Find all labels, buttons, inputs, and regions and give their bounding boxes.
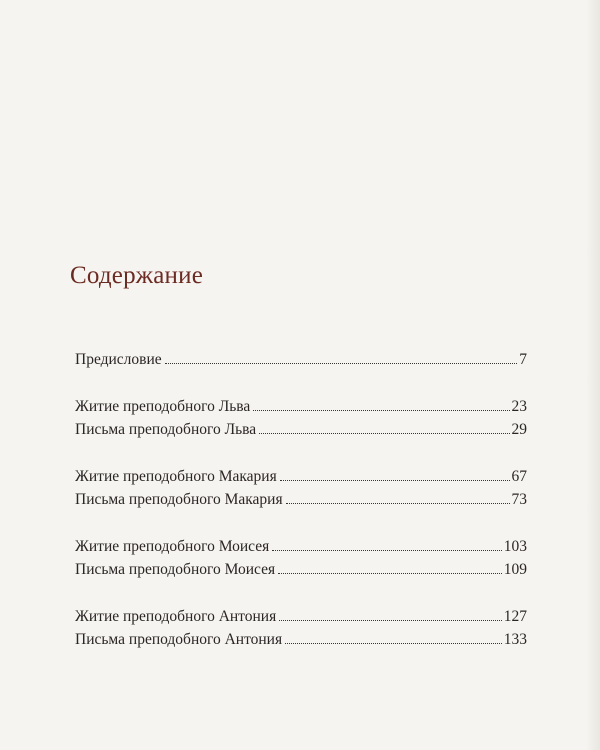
table-of-contents bbox=[75, 348, 527, 675]
toc-entry-page: 103 bbox=[503, 538, 527, 555]
toc-group-makariy bbox=[75, 465, 527, 511]
dot-leader bbox=[278, 573, 502, 574]
toc-entry[interactable] bbox=[75, 488, 527, 511]
dot-leader bbox=[253, 410, 509, 411]
toc-heading: Содержание bbox=[70, 262, 203, 289]
toc-entry[interactable] bbox=[75, 395, 527, 418]
toc-entry-page: 7 bbox=[519, 351, 527, 368]
toc-entry-title: Житие преподобного Моисея bbox=[75, 538, 270, 555]
toc-group-moisey bbox=[75, 535, 527, 581]
toc-entry[interactable] bbox=[75, 418, 527, 441]
toc-entry-page: 109 bbox=[503, 561, 527, 578]
dot-leader bbox=[280, 480, 510, 481]
toc-entry-page: 127 bbox=[503, 608, 527, 625]
toc-entry-page: 73 bbox=[511, 491, 527, 508]
dot-leader bbox=[259, 433, 509, 434]
toc-entry-page: 23 bbox=[511, 398, 527, 415]
page-edge-shadow bbox=[586, 0, 600, 750]
toc-entry[interactable] bbox=[75, 535, 527, 558]
toc-entry[interactable] bbox=[75, 628, 527, 651]
toc-entry[interactable] bbox=[75, 465, 527, 488]
toc-entry-page: 67 bbox=[511, 468, 527, 485]
dot-leader bbox=[279, 620, 502, 621]
toc-entry-title: Житие преподобного Макария bbox=[75, 468, 277, 485]
toc-entry[interactable] bbox=[75, 605, 527, 628]
dot-leader bbox=[165, 363, 518, 364]
toc-entry[interactable] bbox=[75, 558, 527, 581]
toc-group-preface bbox=[75, 348, 527, 371]
toc-entry[interactable] bbox=[75, 348, 527, 371]
toc-group-lev bbox=[75, 395, 527, 441]
toc-entry-page: 29 bbox=[511, 421, 527, 438]
dot-leader bbox=[285, 643, 502, 644]
toc-entry-title: Письма преподобного Моисея bbox=[75, 561, 276, 578]
toc-group-antoniy bbox=[75, 605, 527, 651]
toc-entry-title: Письма преподобного Льва bbox=[75, 421, 257, 438]
toc-entry-title: Житие преподобного Льва bbox=[75, 398, 251, 415]
toc-entry-title: Письма преподобного Антония bbox=[75, 631, 283, 648]
toc-entry-page: 133 bbox=[503, 631, 527, 648]
toc-entry-title: Предисловие bbox=[75, 351, 162, 368]
toc-entry-title: Письма преподобного Макария bbox=[75, 491, 283, 508]
toc-entry-title: Житие преподобного Антония bbox=[75, 608, 277, 625]
dot-leader bbox=[286, 503, 510, 504]
dot-leader bbox=[272, 550, 502, 551]
